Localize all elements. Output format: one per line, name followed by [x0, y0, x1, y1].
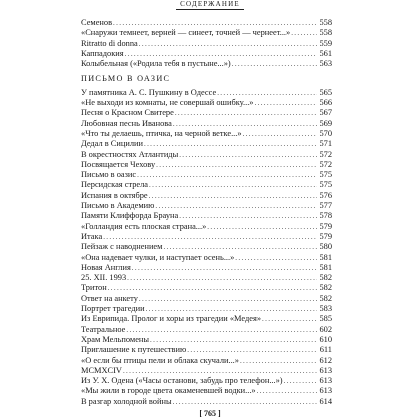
dot-leader [146, 304, 317, 314]
dot-leader [150, 335, 317, 345]
toc-entry [81, 39, 332, 49]
running-header [0, 0, 420, 12]
dot-leader [173, 397, 317, 407]
toc-entry [81, 366, 332, 376]
dot-leader [232, 59, 317, 69]
toc-entry-title: Из У. Х. Одена («Часы останови, забудь про телефон...») [81, 376, 283, 386]
toc-entry-title: В окрестностях Атлантиды [81, 149, 179, 159]
toc-entry-page: 579 [319, 231, 332, 241]
toc-entry-page: 579 [319, 221, 332, 231]
dot-leader [240, 356, 317, 366]
toc-entry-page: 582 [319, 293, 332, 303]
dot-leader [262, 314, 317, 324]
toc-entry-page: 558 [319, 28, 332, 38]
toc-entry [81, 273, 332, 283]
toc-entry-page: 582 [319, 283, 332, 293]
dot-leader [156, 160, 317, 170]
toc-entry-title: «Не выходи из комнаты, не совершай ошибку...» [81, 98, 254, 108]
toc-entry-title: «О если бы птицы пели и облака скучали...» [81, 355, 239, 365]
toc-entry-page: 567 [319, 108, 332, 118]
toc-entry-page: 558 [319, 18, 332, 27]
toc-entry-title: В разгар холодной войны [81, 396, 172, 406]
toc-entry [81, 345, 332, 355]
toc-entry-title: Тритон [81, 283, 107, 293]
toc-entry-page: 565 [319, 87, 332, 97]
toc-entry [81, 160, 332, 170]
toc-entry-title: Письмо в оазис [81, 170, 137, 180]
dot-leader [179, 211, 317, 221]
page-number: [ 765 ] [199, 409, 221, 418]
toc-entry [81, 294, 332, 304]
toc-entry [81, 253, 332, 263]
dot-leader [179, 150, 317, 160]
toc-entry-page: 559 [319, 38, 332, 48]
toc-entry-page: 572 [319, 149, 332, 159]
toc-entry-page: 575 [319, 170, 332, 180]
toc-entry-title: Дедал в Сицилии [81, 139, 143, 149]
toc-entry [81, 376, 332, 386]
dot-leader [243, 129, 317, 139]
toc-entry [81, 49, 332, 59]
dot-leader [149, 191, 317, 201]
toc-entry [81, 386, 332, 396]
toc-entry [81, 314, 332, 324]
toc-entry-title: У памятника А. С. Пушкину в Одессе [81, 87, 217, 97]
toc-entry-page: 576 [319, 190, 332, 200]
toc-entry [81, 150, 332, 160]
toc-entry-page: 578 [319, 211, 332, 221]
toc-entry-page: 566 [319, 98, 332, 108]
toc-entry-title: Любовная песнь Иванова [81, 118, 172, 128]
toc-entry-page: 563 [319, 59, 332, 69]
toc-entry-page: 572 [319, 159, 332, 169]
toc-entry-page: 581 [319, 252, 332, 262]
toc-entry-title: Письмо в Академию [81, 201, 155, 211]
toc-entry [81, 211, 332, 221]
toc-entry [81, 170, 332, 180]
dot-leader [207, 222, 317, 232]
toc-entry-title: Из Еврипида. Пролог и хоры из трагедии «Медея» [81, 314, 262, 324]
toc-entry-page: 569 [319, 118, 332, 128]
dot-leader [187, 345, 317, 355]
toc-entry-page: 613 [319, 365, 332, 375]
toc-entry-page: 581 [319, 262, 332, 272]
toc-entry [81, 59, 332, 69]
toc-entry [81, 304, 332, 314]
dot-leader [217, 88, 317, 98]
dot-leader [108, 283, 317, 293]
toc-entry-title: Песня о Красном Свитере [81, 108, 174, 118]
dot-leader [255, 98, 318, 108]
toc-entry [81, 325, 332, 335]
toc-entry [81, 108, 332, 118]
toc-entry-title: «Она надевает чулки, и наступает осень...» [81, 252, 235, 262]
dot-leader [139, 294, 317, 304]
toc-entry [81, 222, 332, 232]
toc-entry [81, 88, 332, 98]
dot-leader [103, 232, 317, 242]
dot-leader [139, 39, 317, 49]
toc-entry-page: 614 [319, 396, 332, 406]
toc-entry-title: «Голландия есть плоская страна...» [81, 221, 207, 231]
toc-entry-title: Памяти Клиффорда Брауна [81, 211, 179, 221]
dot-leader [127, 273, 317, 283]
toc-entry-title: «Снаружи темнеет, верней — синеет, точней — чернеет...» [81, 28, 291, 38]
toc-entry-page: 575 [319, 180, 332, 190]
toc-entry [81, 242, 332, 252]
toc-entry-page: 610 [319, 334, 332, 344]
toc-entry-page: 561 [319, 48, 332, 58]
dot-leader [155, 201, 317, 211]
toc-entry-title: «Что ты делаешь, птичка, на черной ветке...» [81, 128, 242, 138]
dot-leader [175, 108, 317, 118]
toc-entry-title: Каппадокия [81, 48, 124, 58]
toc-entry-title: Портрет трагедии [81, 304, 145, 314]
toc-entry [81, 397, 332, 407]
toc-entry-page: 612 [319, 355, 332, 365]
toc-entry [81, 139, 332, 149]
toc-entry-title: Пейзаж с наводнением [81, 242, 163, 252]
section-heading: ПИСЬМО В ОАЗИС [81, 74, 171, 84]
toc-entry-page: 611 [319, 345, 332, 355]
toc-entry-title: Посвящается Чехову [81, 159, 156, 169]
toc-entry [81, 119, 332, 129]
dot-leader [144, 139, 317, 149]
table-of-contents [81, 18, 332, 407]
dot-leader [125, 49, 317, 59]
toc-entry-title: Ответ на анкету [81, 293, 138, 303]
toc-entry-title: Ritratto di donna [81, 38, 138, 48]
toc-entry-title: Семенов [81, 18, 113, 27]
toc-entry [81, 232, 332, 242]
dot-leader [137, 170, 317, 180]
dot-leader [163, 242, 317, 252]
toc-entry [81, 283, 332, 293]
toc-entry [81, 201, 332, 211]
toc-entry [81, 191, 332, 201]
toc-entry-page: 585 [319, 314, 332, 324]
toc-entry [81, 180, 332, 190]
toc-entry-page: 571 [319, 139, 332, 149]
toc-entry [81, 129, 332, 139]
toc-entry-page: 570 [319, 128, 332, 138]
toc-entry-page: 577 [319, 201, 332, 211]
toc-entry-page: 602 [319, 324, 332, 334]
dot-leader [149, 180, 317, 190]
toc-entry-title: Испания в октябре [81, 190, 148, 200]
toc-entry [81, 18, 332, 28]
toc-entry-page: 613 [319, 386, 332, 396]
toc-entry [81, 263, 332, 273]
toc-entry-title: Храм Мельпомены [81, 334, 150, 344]
toc-entry-title: «Мы жили в городе цвета окаменевшей водки...» [81, 386, 256, 396]
running-header-title: СОДЕРЖАНИЕ [176, 0, 244, 10]
toc-entry-title: Персидская стрела [81, 180, 149, 190]
toc-entry-title: Театральное [81, 324, 126, 334]
dot-leader [257, 386, 317, 396]
toc-list-bottom [81, 88, 332, 407]
dot-leader [132, 263, 317, 273]
toc-entry-title: Итака [81, 231, 103, 241]
toc-entry-title: Новая Англия [81, 262, 131, 272]
dot-leader [173, 119, 317, 129]
toc-entry-title: Колыбельная («Родила тебя в пустыне...») [81, 59, 231, 69]
dot-leader [126, 325, 317, 335]
dot-leader [235, 253, 317, 263]
toc-entry-page: 580 [319, 242, 332, 252]
toc-entry-page: 583 [319, 304, 332, 314]
toc-entry-title: 25. XII. 1993 [81, 273, 127, 283]
toc-entry [81, 335, 332, 345]
toc-entry [81, 98, 332, 108]
dot-leader [123, 366, 317, 376]
toc-entry-title: Приглашение к путешествию [81, 345, 187, 355]
toc-list-top [81, 18, 332, 69]
toc-entry [81, 28, 332, 38]
toc-entry-page: 613 [319, 376, 332, 386]
dot-leader [113, 18, 317, 28]
dot-leader [291, 28, 317, 38]
dot-leader [284, 376, 317, 386]
toc-entry-page: 582 [319, 273, 332, 283]
toc-entry-title: MCMXCIV [81, 365, 122, 375]
toc-entry [81, 356, 332, 366]
